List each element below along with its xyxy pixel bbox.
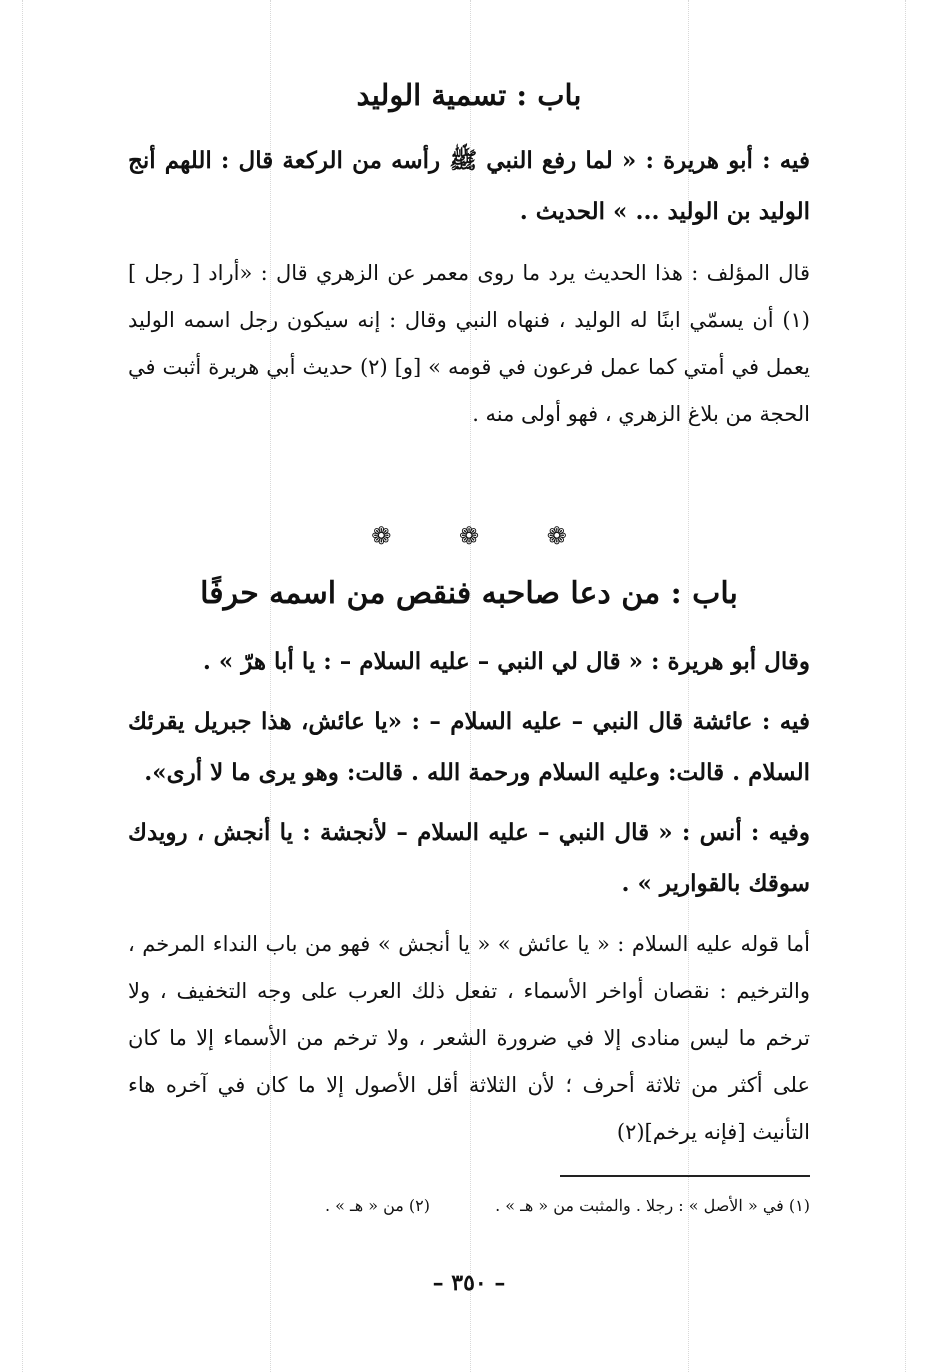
separator-star-icon: ❁ [546,522,567,550]
commentary-tarkhim: أما قوله عليه السلام : « يا عائش » « يا أنجش » فهو من باب النداء المرخم ، والترخيم : نقصان أواخر الأسماء ، تفعل ذلك العرب على وجه التخفيف ، ولا ترخم ما ليس منادى إلا في ضرورة الشعر ، ولا ترخم من الأسماء إلا ما كان على أكثر من ثلاثة أحرف ؛ لأن الثلاثة أقل الأصول إلا ما كان في آخره هاء التأنيث [فإنه يرخم](٢) [128,932,810,1144]
hadith-aisha-jibril: فيه : عائشة قال النبي – عليه السلام – : «يا عائش، هذا جبريل يقرئك السلام . قالت: وعليه السلام ورحمة الله . قالت: وهو يرى ما لا أرى». [128,708,810,786]
section-separator [128,522,810,550]
separator-star-icon: ❁ [458,522,480,550]
footnote-2: (٢) من « هـ » . [324,1196,431,1215]
margin-dots [905,0,906,1372]
author-commentary-walid: قال المؤلف : هذا الحديث يرد ما روى معمر عن الزهري قال : «أراد [ رجل ] (١) أن يسمّي ابنًا له الوليد ، فنهاه النبي وقال : إنه سيكون رجل اسمه الوليد يعمل في أمتي كما عمل فرعون في قومه » [و] (٢) حديث أبي هريرة أثبت في الحجة من بلاغ الزهري ، فهو أولى منه . [128,261,811,426]
footnote-1: (١) في « الأصل » : رجلا . والمثبت من « هـ » . [495,1196,810,1215]
hadith-anas-anjasha: وفيه : أنس : « قال النبي – عليه السلام – لأنجشة : يا أنجش ، رويدك سوقك بالقوارير » . [128,819,810,897]
separator-star-icon: ❁ [371,522,392,550]
section-title-naming-al-walid: باب : تسمية الوليد [356,78,582,112]
footnote-divider [560,1175,810,1177]
margin-dots [22,0,23,1372]
section-title-shortening-name: باب : من دعا صاحبه فنقص من اسمه حرفًا [200,576,738,611]
hadith-abu-hirr: وقال أبو هريرة : « قال لي النبي – عليه السلام – : يا أبا هرّ » . [202,648,810,675]
page-number: – ٣٥٠ – [432,1270,506,1296]
footnotes [128,1192,810,1220]
hadith-abu-hurayra-walid: فيه : أبو هريرة : « لما رفع النبي ﷺ رأسه من الركعة قال : اللهم أنج الوليد بن الوليد ... » الحديث . [128,147,810,225]
